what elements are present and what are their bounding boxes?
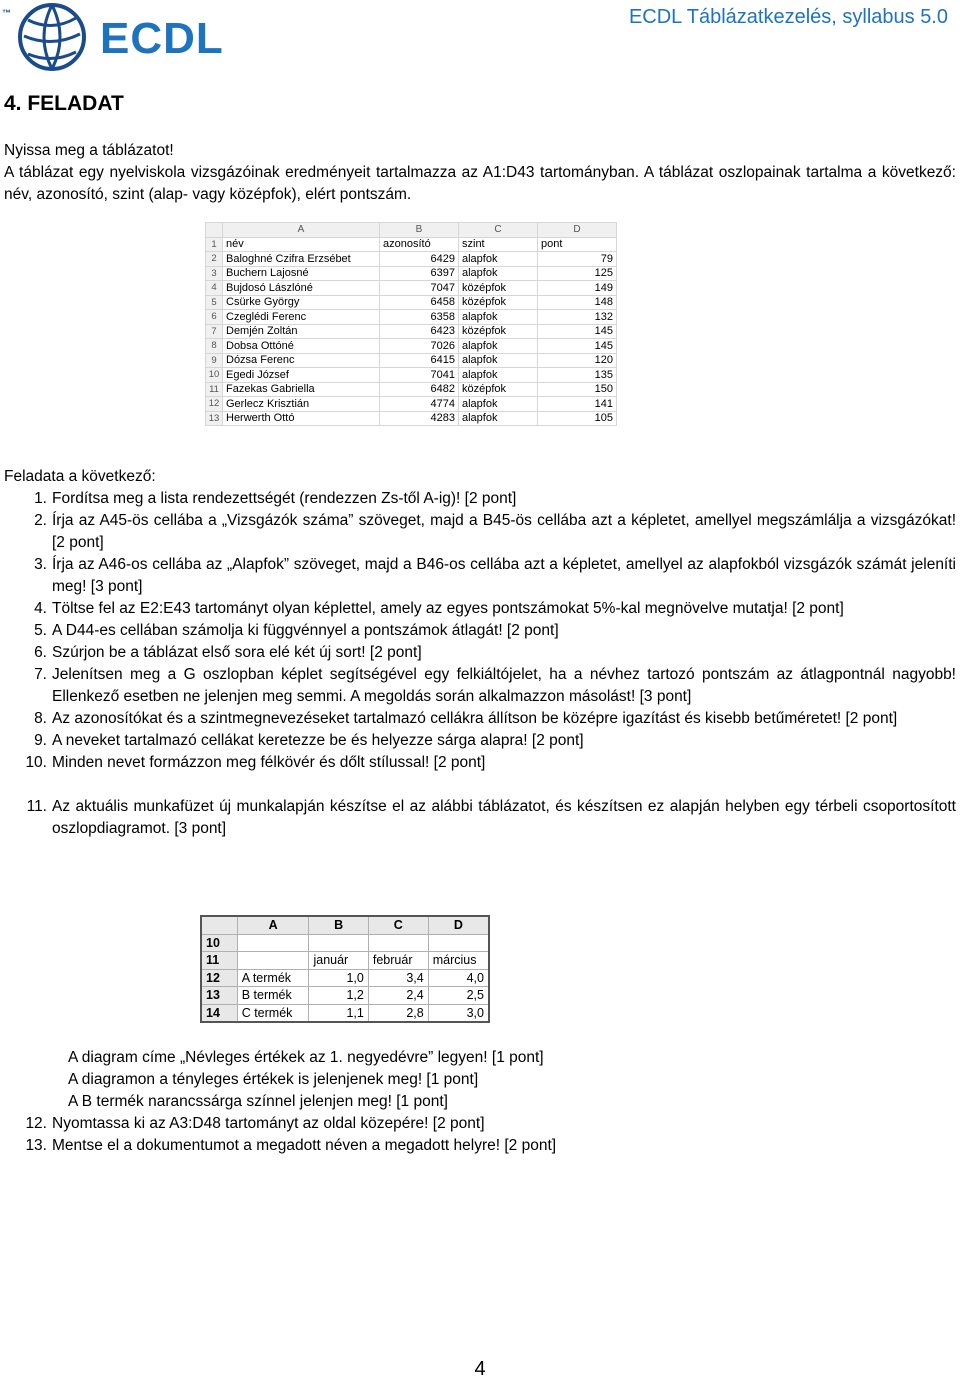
- task-number: 3.: [34, 556, 47, 573]
- name-cell: Egedi József: [223, 368, 380, 383]
- task-number: 2.: [34, 512, 47, 529]
- product-cell: A termék: [237, 969, 309, 987]
- spreadsheet-table: [200, 915, 490, 1023]
- column-header: B: [309, 916, 368, 934]
- row-number: 6: [206, 310, 223, 325]
- tasks-label: Feladata a következő:: [4, 468, 156, 485]
- intro-line: Nyissa meg a táblázatot!: [4, 142, 174, 159]
- task-item: [4, 488, 956, 510]
- product-cell: [237, 934, 309, 952]
- value-cell: 2,8: [368, 1004, 428, 1022]
- name-cell: Dobsa Ottóné: [223, 339, 380, 354]
- column-header: C: [459, 223, 538, 238]
- row-number: 13: [206, 411, 223, 426]
- chart-instructions: [68, 1047, 544, 1113]
- spreadsheet-screenshot-1: [205, 222, 617, 426]
- task-text: Nyomtassa ki az A3:D48 tartományt az oldal közepére! [2 pont]: [52, 1115, 485, 1132]
- score-cell: 105: [538, 411, 617, 426]
- value-cell: 1,2: [309, 987, 368, 1005]
- row-number: 14: [201, 1004, 237, 1022]
- table-row: [206, 368, 617, 383]
- row-number: 5: [206, 295, 223, 310]
- level-cell: alapfok: [459, 368, 538, 383]
- task-number: 4.: [34, 600, 47, 617]
- task-list-continued: [4, 1113, 956, 1157]
- product-cell: [237, 952, 309, 970]
- row-number: 11: [201, 952, 237, 970]
- score-cell: 148: [538, 295, 617, 310]
- score-cell: 135: [538, 368, 617, 383]
- name-cell: Czeglédi Ferenc: [223, 310, 380, 325]
- task-number: 6.: [34, 644, 47, 661]
- task-item: [4, 620, 956, 642]
- task-text: Jelenítsen meg a G oszlopban képlet segítségével egy felkiáltójelet, ha a névhez tartozó pontszám az átlagpontnál nagyobb! Ellenkező esetben ne jelenjen meg semmi. A megoldás során alkalmazzon másolást! [3 pont]: [52, 666, 956, 705]
- name-cell: Bujdosó Lászlóné: [223, 281, 380, 296]
- task-item: [4, 796, 956, 840]
- task-number: 1.: [34, 490, 47, 507]
- row-number: 8: [206, 339, 223, 354]
- table-row: [206, 397, 617, 412]
- table-row: [201, 969, 489, 987]
- id-cell: 4283: [380, 411, 459, 426]
- task-text: Az aktuális munkafüzet új munkalapján készítse el az alábbi táblázatot, és készítsen ez alapján helyben egy térbeli csoportosított oszlopdiagramot. [3 pont]: [52, 798, 956, 837]
- table-row: [206, 281, 617, 296]
- task-item: [4, 510, 956, 554]
- chart-instruction: A B termék narancssárga színnel jelenjen meg! [1 pont]: [68, 1093, 448, 1110]
- id-cell: 6429: [380, 252, 459, 267]
- level-cell: szint: [459, 237, 538, 252]
- name-cell: Gerlecz Krisztián: [223, 397, 380, 412]
- name-cell: Dózsa Ferenc: [223, 353, 380, 368]
- score-cell: 132: [538, 310, 617, 325]
- name-cell: Demjén Zoltán: [223, 324, 380, 339]
- task-number: 12.: [25, 1115, 47, 1132]
- row-number: 7: [206, 324, 223, 339]
- row-number: 12: [206, 397, 223, 412]
- value-cell: március: [428, 952, 489, 970]
- id-cell: azonosító: [380, 237, 459, 252]
- table-row: [201, 987, 489, 1005]
- task-text: Írja az A46-os cellába az „Alapfok” szöveget, majd a B46-os cellába azt a képletet, amellyel az alapfokból vizsgázók számát jeleníti meg! [3 pont]: [52, 556, 956, 595]
- task-item: [4, 664, 956, 708]
- table-row: [206, 411, 617, 426]
- level-cell: alapfok: [459, 266, 538, 281]
- product-cell: B termék: [237, 987, 309, 1005]
- level-cell: középfok: [459, 382, 538, 397]
- row-number: 10: [206, 368, 223, 383]
- row-number: 12: [201, 969, 237, 987]
- name-cell: Buchern Lajosné: [223, 266, 380, 281]
- row-number: 10: [201, 934, 237, 952]
- level-cell: alapfok: [459, 397, 538, 412]
- task-number: 13.: [25, 1137, 47, 1154]
- score-cell: 145: [538, 324, 617, 339]
- column-header: B: [380, 223, 459, 238]
- value-cell: 2,4: [368, 987, 428, 1005]
- value-cell: 3,0: [428, 1004, 489, 1022]
- product-cell: C termék: [237, 1004, 309, 1022]
- score-cell: 125: [538, 266, 617, 281]
- value-cell: 2,5: [428, 987, 489, 1005]
- id-cell: 6358: [380, 310, 459, 325]
- name-cell: Fazekas Gabriella: [223, 382, 380, 397]
- trademark-symbol: ™: [2, 8, 11, 18]
- table-row: [206, 382, 617, 397]
- score-cell: 141: [538, 397, 617, 412]
- task-number: 9.: [34, 732, 47, 749]
- task-text: Mentse el a dokumentumot a megadott néven a megadott helyre! [2 pont]: [52, 1137, 557, 1154]
- task-item: [4, 730, 956, 752]
- row-number: 4: [206, 281, 223, 296]
- score-cell: 145: [538, 339, 617, 354]
- task-item: [4, 752, 956, 774]
- row-number: 3: [206, 266, 223, 281]
- row-number: 2: [206, 252, 223, 267]
- id-cell: 6397: [380, 266, 459, 281]
- chart-instruction: A diagramon a tényleges értékek is jelenjenek meg! [1 pont]: [68, 1071, 479, 1088]
- spreadsheet-table: [205, 222, 617, 426]
- table-row: [206, 237, 617, 252]
- task-number: 11.: [26, 798, 47, 815]
- table-row: [206, 266, 617, 281]
- task-item: [4, 554, 956, 598]
- table-row: [201, 1004, 489, 1022]
- ecdl-logo-icon: [14, 2, 90, 72]
- task-number: 8.: [34, 710, 47, 727]
- id-cell: 6423: [380, 324, 459, 339]
- score-cell: pont: [538, 237, 617, 252]
- level-cell: középfok: [459, 281, 538, 296]
- intro-line: A táblázat egy nyelviskola vizsgázóinak eredményeit tartalmazza az A1:D43 tartományban. A táblázat oszlopainak tartalma a következő: név, azonosító, szint (alap- vagy középfok), elért pontszám.: [4, 164, 956, 203]
- task-text: Minden nevet formázzon meg félkövér és dőlt stílussal! [2 pont]: [52, 754, 486, 771]
- id-cell: 7026: [380, 339, 459, 354]
- score-cell: 79: [538, 252, 617, 267]
- level-cell: alapfok: [459, 339, 538, 354]
- level-cell: középfok: [459, 295, 538, 310]
- id-cell: 6482: [380, 382, 459, 397]
- row-number: 1: [206, 237, 223, 252]
- score-cell: 150: [538, 382, 617, 397]
- score-cell: 149: [538, 281, 617, 296]
- spacer: [4, 774, 956, 796]
- table-row: [206, 324, 617, 339]
- value-cell: [309, 934, 368, 952]
- value-cell: 1,0: [309, 969, 368, 987]
- id-cell: 7041: [380, 368, 459, 383]
- spreadsheet-screenshot-2: [200, 915, 490, 1023]
- value-cell: 4,0: [428, 969, 489, 987]
- task-item: [4, 642, 956, 664]
- task-text: A neveket tartalmazó cellákat keretezze be és helyezze sárga alapra! [2 pont]: [52, 732, 584, 749]
- row-number: 9: [206, 353, 223, 368]
- corner-cell: [201, 916, 237, 934]
- page-number: 4: [474, 1358, 486, 1380]
- name-cell: Baloghné Czifra Erzsébet: [223, 252, 380, 267]
- table-row: [201, 934, 489, 952]
- table-row: [206, 252, 617, 267]
- task-heading: 4. FELADAT: [4, 92, 124, 115]
- column-header: D: [538, 223, 617, 238]
- task-number: 5.: [34, 622, 47, 639]
- task-text: Az azonosítókat és a szintmegnevezéseket tartalmazó cellákra állítson be középre igazítást és kisebb betűméretet! [2 pont]: [52, 710, 898, 727]
- name-cell: Herwerth Ottó: [223, 411, 380, 426]
- level-cell: alapfok: [459, 353, 538, 368]
- value-cell: [368, 934, 428, 952]
- document-header-title: ECDL Táblázatkezelés, syllabus 5.0: [628, 6, 948, 28]
- row-number: 13: [201, 987, 237, 1005]
- task-text: Töltse fel az E2:E43 tartományt olyan képlettel, amely az egyes pontszámokat 5%-kal megnövelve mutatja! [2 pont]: [52, 600, 844, 617]
- table-row: [201, 952, 489, 970]
- chart-instruction: A diagram címe „Névleges értékek az 1. negyedévre” legyen! [1 pont]: [68, 1049, 544, 1066]
- level-cell: alapfok: [459, 411, 538, 426]
- task-text: Szúrjon be a táblázat első sora elé két új sort! [2 pont]: [52, 644, 422, 661]
- value-cell: [428, 934, 489, 952]
- id-cell: 4774: [380, 397, 459, 412]
- level-cell: alapfok: [459, 310, 538, 325]
- row-number: 11: [206, 382, 223, 397]
- value-cell: február: [368, 952, 428, 970]
- task-item: [4, 598, 956, 620]
- table-row: [206, 310, 617, 325]
- task-number: 10.: [25, 754, 47, 771]
- intro-text: [4, 140, 956, 206]
- column-header: D: [428, 916, 489, 934]
- column-header: A: [223, 223, 380, 238]
- value-cell: január: [309, 952, 368, 970]
- id-cell: 6458: [380, 295, 459, 310]
- corner-cell: [206, 223, 223, 238]
- column-header: A: [237, 916, 309, 934]
- name-cell: név: [223, 237, 380, 252]
- score-cell: 120: [538, 353, 617, 368]
- task-text: Írja az A45-ös cellába a „Vizsgázók száma” szöveget, majd a B45-ös cellába azt a képletet, amellyel megszámlálja a vizsgázókat! [2 pont]: [52, 512, 956, 551]
- task-item: [4, 1113, 956, 1135]
- task-list: [4, 488, 956, 840]
- ecdl-logo-text: ECDL: [100, 14, 224, 63]
- task-number: 7.: [34, 666, 47, 683]
- value-cell: 3,4: [368, 969, 428, 987]
- task-text: Fordítsa meg a lista rendezettségét (rendezzen Zs-től A-ig)! [2 pont]: [52, 490, 517, 507]
- table-row: [206, 295, 617, 310]
- table-row: [206, 339, 617, 354]
- task-text: A D44-es cellában számolja ki függvénnyel a pontszámok átlagát! [2 pont]: [52, 622, 559, 639]
- level-cell: középfok: [459, 324, 538, 339]
- name-cell: Csürke György: [223, 295, 380, 310]
- id-cell: 7047: [380, 281, 459, 296]
- column-header: C: [368, 916, 428, 934]
- id-cell: 6415: [380, 353, 459, 368]
- task-item: [4, 708, 956, 730]
- value-cell: 1,1: [309, 1004, 368, 1022]
- level-cell: alapfok: [459, 252, 538, 267]
- table-row: [206, 353, 617, 368]
- task-item: [4, 1135, 956, 1157]
